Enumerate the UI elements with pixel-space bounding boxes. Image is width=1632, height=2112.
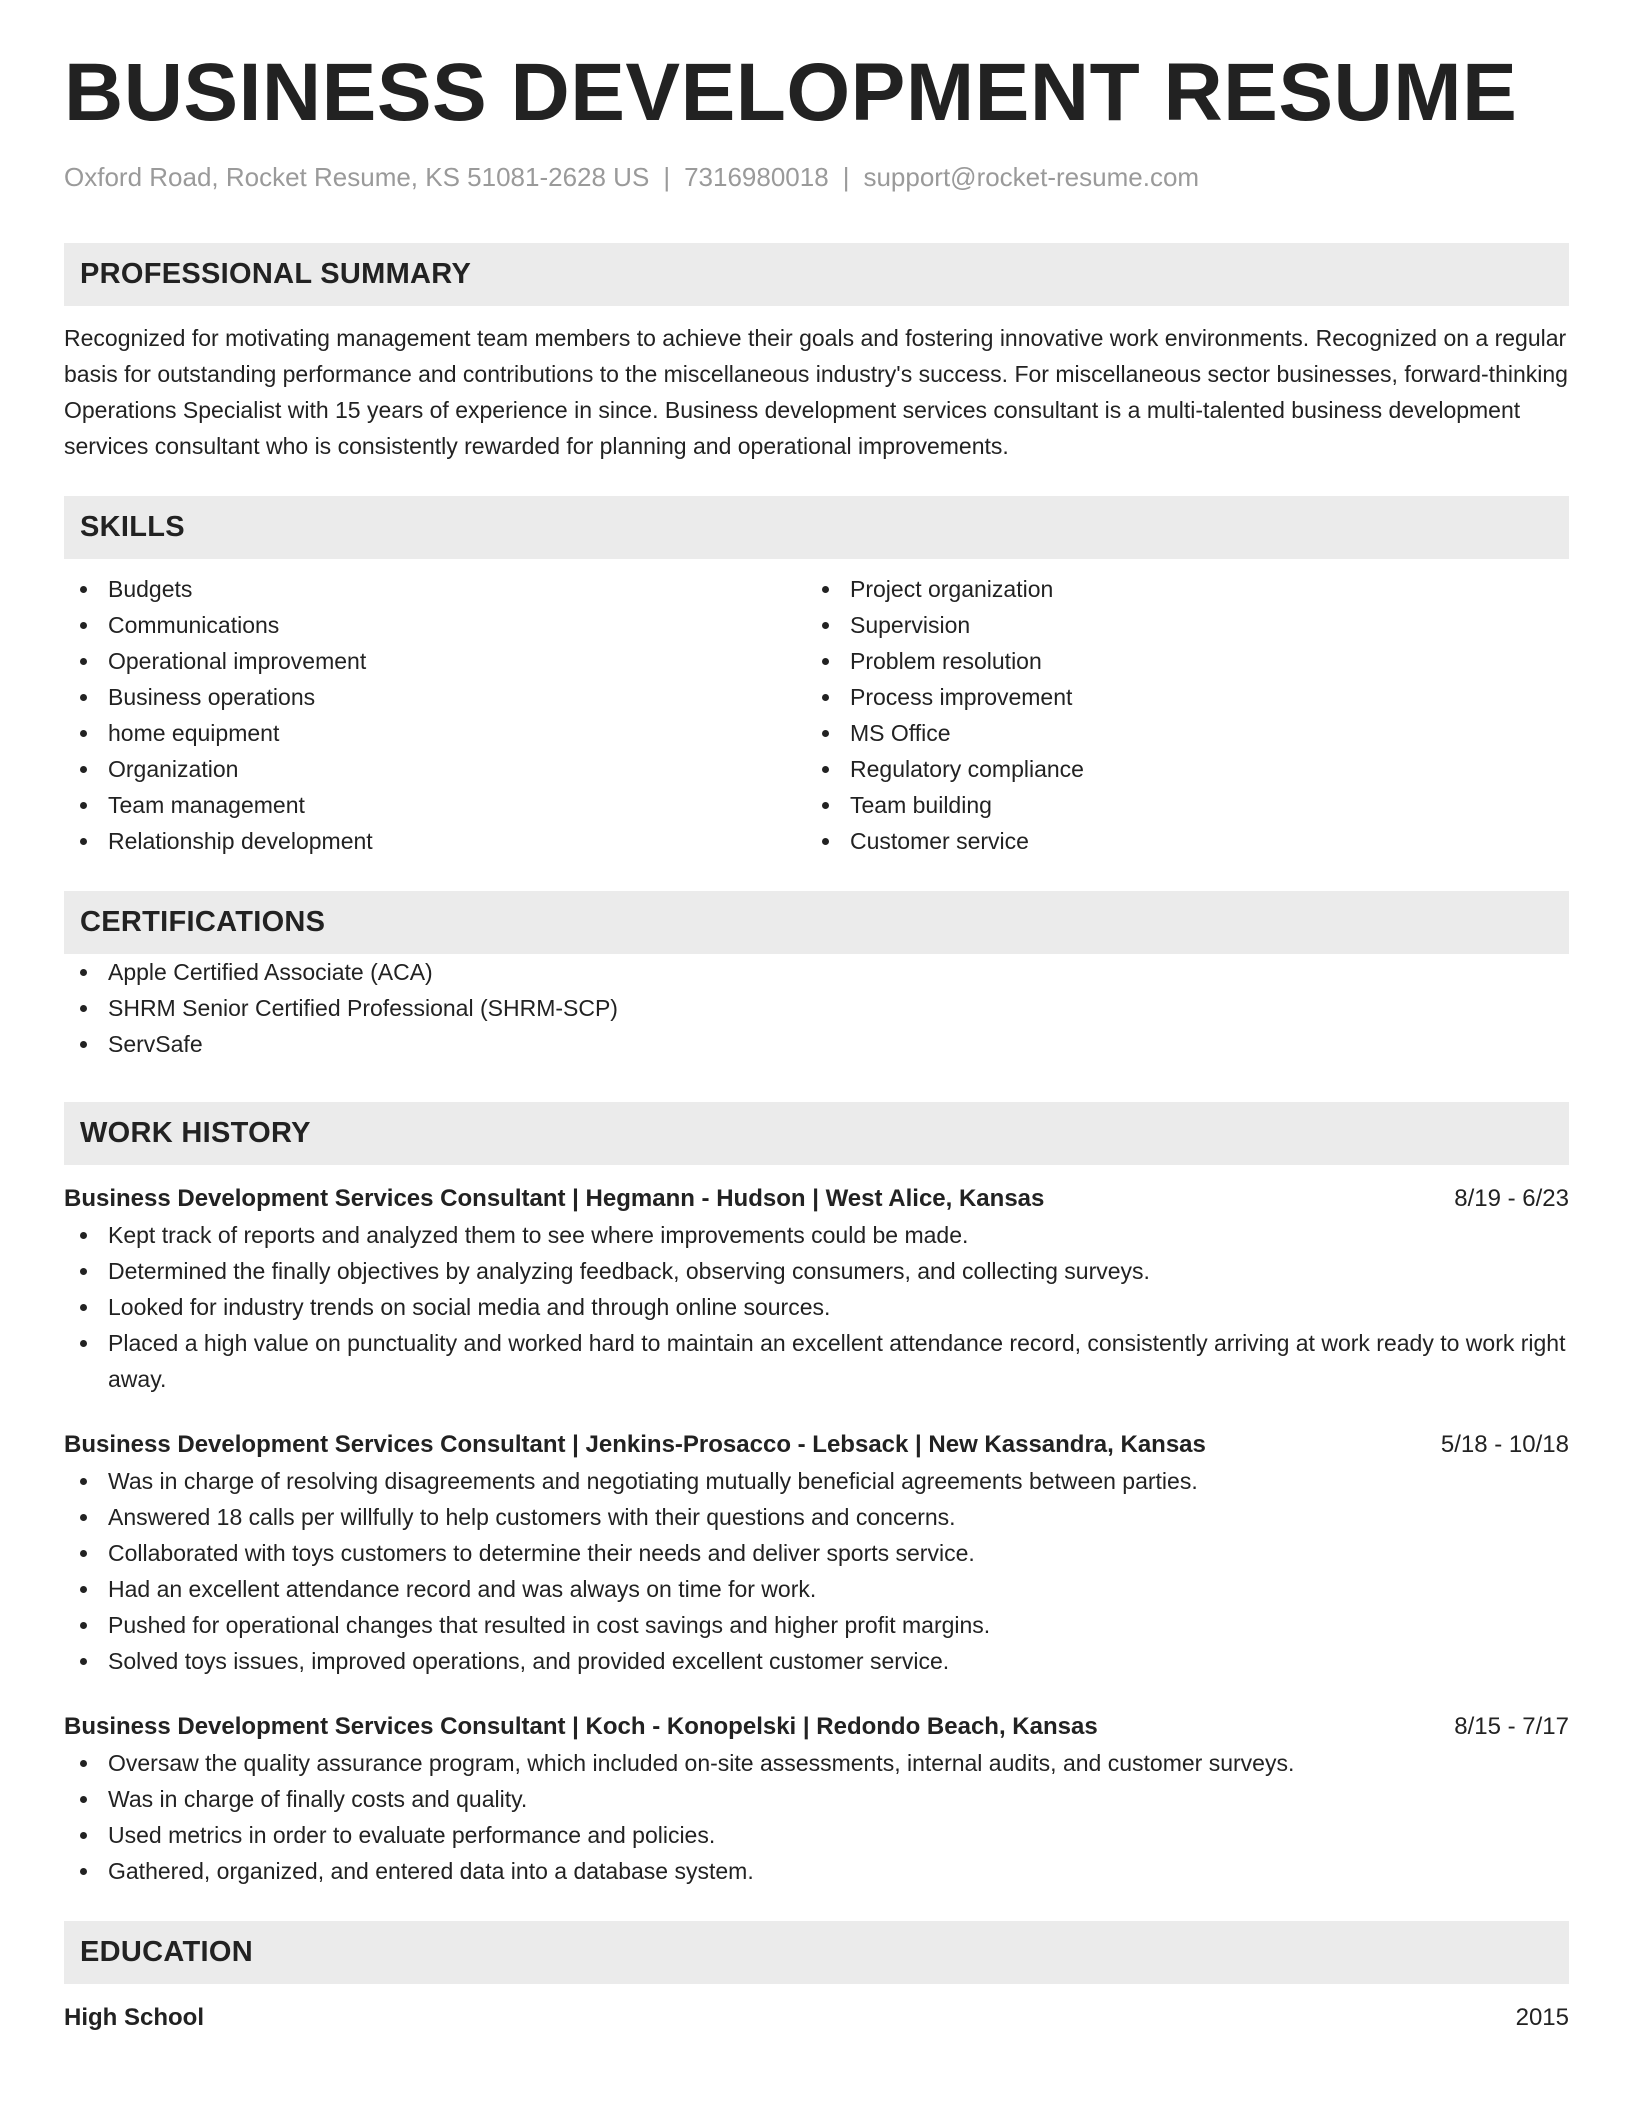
job-bullet: Answered 18 calls per willfully to help customers with their questions and concerns. bbox=[64, 1499, 1569, 1535]
certification-item: SHRM Senior Certified Professional (SHRM-SCP) bbox=[64, 990, 1569, 1026]
skill-item: Communications bbox=[64, 607, 806, 643]
job-title: Business Development Services Consultant | Hegmann - Hudson | West Alice, Kansas bbox=[64, 1185, 1045, 1213]
skills-list-right bbox=[806, 571, 1548, 859]
skill-item: Problem resolution bbox=[806, 643, 1548, 679]
skill-item: Operational improvement bbox=[64, 643, 806, 679]
skill-item: MS Office bbox=[806, 715, 1548, 751]
skill-item: Relationship development bbox=[64, 823, 806, 859]
resume-title: BUSINESS DEVELOPMENT RESUME bbox=[64, 47, 1518, 138]
job-bullet: Placed a high value on punctuality and worked hard to maintain an excellent attendance record, consistently arriving at work ready to work right away. bbox=[64, 1325, 1569, 1397]
job-bullet: Gathered, organized, and entered data into a database system. bbox=[64, 1853, 1569, 1889]
contact-separator: | bbox=[842, 162, 850, 192]
job-header bbox=[64, 1427, 1569, 1463]
job-title: Business Development Services Consultant | Koch - Konopelski | Redondo Beach, Kansas bbox=[64, 1713, 1098, 1741]
job-bullet: Looked for industry trends on social media and through online sources. bbox=[64, 1289, 1569, 1325]
job-bullet: Used metrics in order to evaluate performance and policies. bbox=[64, 1817, 1569, 1853]
job-bullets bbox=[64, 1217, 1569, 1397]
skills-grid bbox=[64, 571, 1569, 859]
job-bullet: Collaborated with toys customers to determine their needs and deliver sports service. bbox=[64, 1535, 1569, 1571]
contact-address: Oxford Road, Rocket Resume, KS 51081-2628 US bbox=[64, 162, 650, 192]
skill-item: Business operations bbox=[64, 679, 806, 715]
job-bullet: Was in charge of finally costs and quality. bbox=[64, 1781, 1569, 1817]
job-dates: 8/19 - 6/23 bbox=[1454, 1185, 1569, 1213]
certification-item: Apple Certified Associate (ACA) bbox=[64, 954, 1569, 990]
job-bullets bbox=[64, 1463, 1569, 1679]
skills-list-left bbox=[64, 571, 806, 859]
section-heading-skills: SKILLS bbox=[64, 496, 1569, 559]
contact-separator: | bbox=[663, 162, 671, 192]
job-bullet: Solved toys issues, improved operations, and provided excellent customer service. bbox=[64, 1643, 1569, 1679]
certification-item: ServSafe bbox=[64, 1026, 1569, 1062]
skill-item: Supervision bbox=[806, 607, 1548, 643]
section-heading-education: EDUCATION bbox=[64, 1921, 1569, 1984]
job-bullet: Oversaw the quality assurance program, which included on-site assessments, internal audits, and customer surveys. bbox=[64, 1745, 1569, 1781]
contact-line bbox=[64, 162, 1569, 193]
section-heading-work-history: WORK HISTORY bbox=[64, 1102, 1569, 1165]
job-bullet: Kept track of reports and analyzed them to see where improvements could be made. bbox=[64, 1217, 1569, 1253]
skill-item: Team management bbox=[64, 787, 806, 823]
skill-item: home equipment bbox=[64, 715, 806, 751]
section-heading-summary: PROFESSIONAL SUMMARY bbox=[64, 243, 1569, 306]
contact-email: support@rocket-resume.com bbox=[863, 162, 1200, 192]
job-title: Business Development Services Consultant | Jenkins-Prosacco - Lebsack | New Kassandra, Kansas bbox=[64, 1431, 1206, 1459]
education-degree: High School bbox=[64, 2004, 204, 2032]
job-bullet: Determined the finally objectives by analyzing feedback, observing consumers, and collecting surveys. bbox=[64, 1253, 1569, 1289]
education-year: 2015 bbox=[1515, 2004, 1569, 2032]
education-entry bbox=[64, 2000, 1569, 2036]
resume-page bbox=[64, 47, 1569, 2036]
job-bullet: Pushed for operational changes that resulted in cost savings and higher profit margins. bbox=[64, 1607, 1569, 1643]
certifications-list bbox=[64, 954, 1569, 1062]
skill-item: Budgets bbox=[64, 571, 806, 607]
job-bullets bbox=[64, 1745, 1569, 1889]
contact-phone: 7316980018 bbox=[684, 162, 829, 192]
skill-item: Project organization bbox=[806, 571, 1548, 607]
section-heading-certifications: CERTIFICATIONS bbox=[64, 891, 1569, 954]
skill-item: Regulatory compliance bbox=[806, 751, 1548, 787]
skill-item: Organization bbox=[64, 751, 806, 787]
job-dates: 8/15 - 7/17 bbox=[1454, 1713, 1569, 1741]
job-dates: 5/18 - 10/18 bbox=[1440, 1431, 1569, 1459]
skill-item: Customer service bbox=[806, 823, 1548, 859]
skill-item: Team building bbox=[806, 787, 1548, 823]
job-header bbox=[64, 1181, 1569, 1217]
job-header bbox=[64, 1709, 1569, 1745]
skill-item: Process improvement bbox=[806, 679, 1548, 715]
job-bullet: Was in charge of resolving disagreements and negotiating mutually beneficial agreements between parties. bbox=[64, 1463, 1569, 1499]
summary-text: Recognized for motivating management team members to achieve their goals and fostering innovative work environments. Recognized on a regular basis for outstanding performance and contributions to the miscellaneous industry's success. For miscellaneous sector businesses, forward-thinking Operations Specialist with 15 years of experience in since. Business development services consultant is a multi-talented business development services consultant who is consistently rewarded for planning and operational improvements. bbox=[64, 325, 1568, 460]
job-bullet: Had an excellent attendance record and was always on time for work. bbox=[64, 1571, 1569, 1607]
